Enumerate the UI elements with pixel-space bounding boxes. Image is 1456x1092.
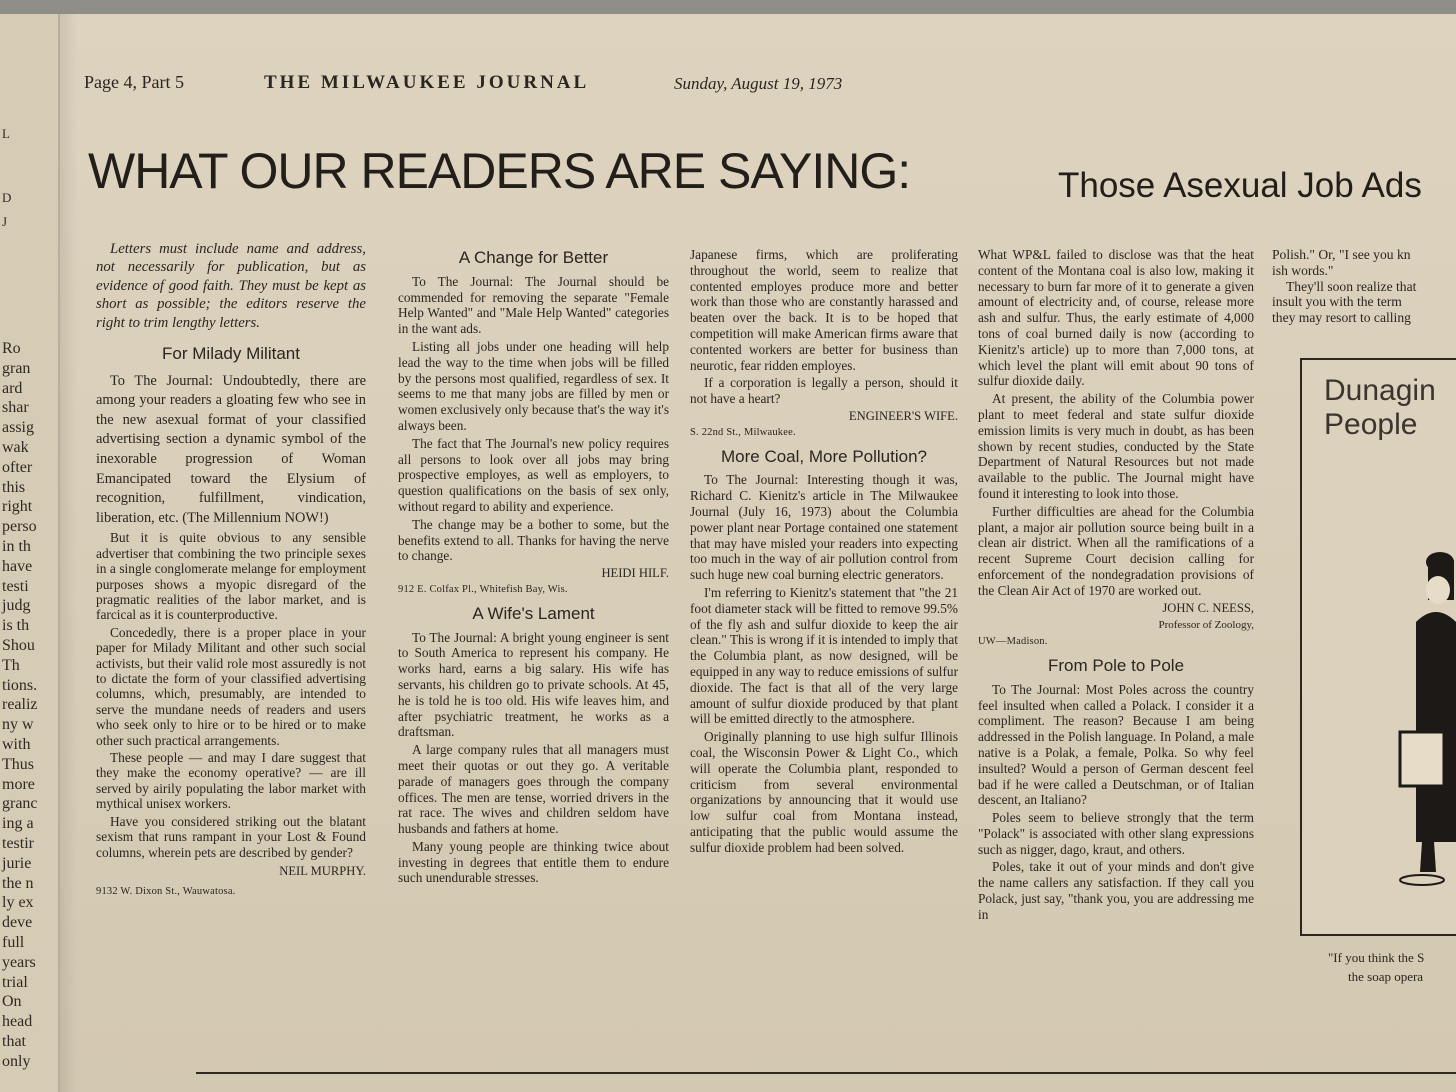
letter-paragraph: These people — and may I dare suggest that they make the economy operative? — are ill served by airily populating the labor market with mythical unisex workers. [96, 750, 366, 812]
bottom-rule [196, 1072, 1456, 1074]
adjacent-page-text-fragment: gran [2, 359, 31, 377]
adjacent-page-text-fragment: assig [2, 419, 34, 437]
adjacent-page-text-fragment: have [2, 557, 33, 575]
letter-paragraph: Originally planning to use high sulfur Illinois coal, the Wisconsin Power & Light Co., which will operate the Columbia plant, responded to criticism from several environmental organizations by announcing that it would use low sulfur coal from Montana instead, anticipating that the public would assume the sulfur dioxide problem had been solved. [690, 729, 958, 855]
adjacent-page-text-fragment: head [2, 1013, 33, 1031]
letter-title: From Pole to Pole [1047, 655, 1185, 675]
adjacent-page-text-fragment: judg [2, 597, 31, 615]
adjacent-page-text-fragment: ly ex [2, 894, 34, 912]
letter-line: Polish." Or, "I see you kn [1272, 247, 1411, 262]
letter-paragraph: What WP&L failed to disclose was that the heat content of the Montana coal is also low, making it necessary to burn far more of it to generate a given amount of electricity and, of course, release more ash and sulfur. Thus, the early estimate of 4,000 tons of coal burned daily is now (according to Kienitz's article) up to more than 7,000 tons, at which level the plant will emit about 90 tons of sulfur dioxide daily. [978, 247, 1254, 389]
letter-line: They'll soon realize that [1286, 278, 1417, 294]
letter-paragraph: To The Journal: Most Poles across the country feel insulted when called a Polack. I consider it a compliment. The reason? Because I am being addressed in the Polish language. In Poland, a male native is a Polak, a female, Polka. So why feel insulted? Would a person of German descent feel bad if he were called a Deutschman, or of Italian descent, an Italiano? [978, 681, 1254, 808]
adjacent-page-text-fragment: ny w [2, 716, 34, 734]
letter-signature: JOHN C. NEESS, [1162, 600, 1254, 615]
letter-paragraph: Poles seem to believe strongly that the term "Polack" is associated with other slang expressions such as nigger, dago, kraut, and others. [978, 810, 1254, 857]
letter-title: For Milady Militant [162, 344, 300, 364]
column-3 [690, 247, 958, 857]
letter-paragraph: But it is quite obvious to any sensible advertiser that combining the two principle sexes in a single conglomerate melange for employment purposes shows a myopic disregard of the pragmatic realities of the labor market, and is farcical as it is counterproductive. [96, 530, 366, 623]
letter-paragraph: To The Journal: A bright young engineer is sent to South America to represent his company. He works hard, earns a big salary. His wife has servants, his children go to private schools. At 45, he is told he is too old. His wife leaves him, and after psychiatric treatment, he works as a draftsman. [398, 629, 669, 740]
adjacent-page-text-fragment: only [2, 1052, 31, 1070]
letter-address: 912 E. Colfax Pl., Whitefish Bay, Wis. [398, 583, 568, 595]
adjacent-page-text-fragment: tions. [2, 676, 38, 694]
adjacent-page-text-fragment: with [2, 736, 31, 753]
letter-paragraph: Further difficulties are ahead for the Columbia plant, a major air pollution source being built in a clean air district. When all the ramifications of a recent Supreme Court decision calling for enforcement of the nondegradation provisions of the Clean Air Act of 1970 are worked out. [978, 503, 1254, 598]
letter-paragraph: Listing all jobs under one heading will help lead the way to the time when jobs will be filled by the persons most qualified, regardless of sex. It seems to me that many jobs are filled by men or women exclusively only because that's the way it's always been. [398, 338, 669, 433]
adjacent-page-text-fragment: deve [2, 914, 33, 932]
letter-line: insult you with the term [1272, 294, 1402, 310]
letter-paragraph: Japanese firms, which are proliferating throughout the world, seem to realize that contented employes produce more and better work than those who are constantly harassed and beaten over the back. It is to be hoped that competition will make American firms aware that contented workers are better for business than neurotic, fear ridden employes. [690, 247, 958, 373]
adjacent-page-text-fragment: Ro [2, 340, 21, 357]
letter-signature: HEIDI HILF. [601, 566, 669, 581]
adjacent-page-text-fragment: is th [2, 617, 30, 635]
letter-address: UW—Madison. [978, 636, 1048, 648]
dateline: Sunday, August 19, 1973 [674, 74, 843, 93]
adjacent-page-text-fragment: ard [2, 379, 23, 397]
adjacent-page-text-fragment: right [2, 498, 33, 516]
letter-line: they may resort to calling [1272, 310, 1411, 326]
caption-line: "If you think the S [1328, 950, 1425, 965]
letter-signature: ENGINEER'S WIFE. [848, 408, 958, 423]
page-fold-shadow [60, 14, 78, 1092]
adjacent-page-text-fragment: wak [2, 439, 29, 456]
letter-paragraph: If a corporation is legally a person, should it not have a heart? [690, 375, 958, 407]
cartoon-caption [1328, 948, 1456, 986]
newspaper-name: THE MILWAUKEE JOURNAL [264, 72, 590, 93]
letter-title: A Wife's Lament [472, 603, 595, 623]
adjacent-page-text-fragment: realiz [2, 696, 38, 714]
letter-paragraph: Poles, take it out of your minds and don't give the name callers any satisfaction. If they call you Polack, just say, "thank you, you are addressing me in [978, 859, 1254, 922]
adjacent-page-text-fragment: Shou [2, 637, 35, 654]
column-1 [96, 240, 366, 909]
section-headline: WHAT OUR READERS ARE SAYING: [88, 143, 911, 199]
adjacent-page-text-fragment: in th [2, 538, 31, 555]
adjacent-page-text-fragment: granc [2, 795, 38, 813]
adjacent-page-text-fragment: ing a [2, 815, 34, 833]
letter-paragraph: The fact that The Journal's new policy requires all persons to look over all jobs may bring prospective employes, as well as employers, to question qualifications on the basis of sex only, without regard to ability and experience. [398, 435, 669, 514]
adjacent-page-text-fragment: D [2, 190, 12, 205]
letter-title: A Change for Better [458, 248, 609, 267]
adjacent-page-text-fragment: Th [2, 656, 20, 674]
letter-signature-title: Professor of Zoology, [1158, 619, 1254, 632]
adjacent-page-text-fragment: perso [2, 518, 37, 536]
adjacent-page-text-fragment: jurie [2, 854, 32, 872]
letter-paragraph: At present, the ability of the Columbia power plant to meet federal and state sulfur dioxide emission limits is very much in doubt, as has been shown by recent studies, conducted by the State Department of Natural Resources but not made available to the public. The Journal might have found it interesting to look into those. [978, 391, 1254, 501]
adjacent-page-text-fragment: On [2, 993, 22, 1011]
caption-line: the soap opera [1348, 969, 1424, 984]
column-5 [1272, 247, 1456, 326]
letter-title: More Coal, More Pollution? [721, 446, 927, 466]
letter-paragraph: To The Journal: The Journal should be commended for removing the separate "Female Help Wanted" and "Male Help Wanted" categories in the want ads. [398, 273, 669, 337]
letter-address: 9132 W. Dixon St., Wauwatosa. [96, 885, 236, 897]
letter-paragraph: Many young people are thinking twice about investing in degrees that entitle them to endure such unendurable stresses. [398, 838, 669, 886]
page-header [84, 72, 924, 102]
adjacent-page-text-fragment: J [2, 214, 8, 229]
letter-paragraph: To The Journal: Undoubtedly, there are among your readers a gloating few who see in the new asexual format of your classified advertising section a dynamic symbol of the inexorable progression of Woman Emancipated toward the Elysium of recognition, fulfillment, vindication, liberation, etc. (The Millennium NOW!) [96, 372, 366, 526]
letter-paragraph: To The Journal: Interesting though it was, Richard C. Kienitz's article in The Milwaukee Journal (July 16, 1973) about the Columbia power plant near Portage contained one statement that may have misled your readers into expecting too much in the way of air pollution control from such huge new coal burning electric generators. [690, 472, 958, 583]
adjacent-page-text-fragment: this [2, 478, 26, 496]
adjacent-page-text-fragment: the n [2, 874, 34, 892]
adjacent-page-text-fragment: ofter [2, 458, 33, 476]
adjacent-page-text-fragment: that [2, 1033, 26, 1050]
cartoon-title: Dunagin People [1324, 374, 1436, 441]
adjacent-page-text-fragment: more [2, 775, 35, 793]
adjacent-page-fragment [0, 14, 60, 1092]
letter-line: ish words." [1272, 262, 1334, 278]
adjacent-page-text-fragment: years [2, 953, 36, 971]
section-subhead: Those Asexual Job Ads [1058, 166, 1422, 205]
adjacent-page-text-fragment: testir [2, 835, 34, 852]
letter-paragraph: A large company rules that all managers must meet their quotas or out they go. A veritable parade of managers goes through the company offices. The men are tense, worried drivers in the rat race. The wives and children seldom have husbands and fathers at home. [398, 742, 669, 837]
adjacent-page-text-fragment: trial [2, 973, 28, 991]
adjacent-page-text-fragment: Thus [2, 755, 34, 773]
column-4 [978, 247, 1254, 925]
page-number: Page 4, Part 5 [84, 72, 184, 92]
letter-paragraph: I'm referring to Kienitz's statement that "the 21 foot diameter stack will be fitted to remove 99.5% of the fly ash and sulfur dioxide to keep the air clean." This is wrong if it is intended to imply that the Columbia plant, as now designed, will be equipped in any way to reduce emissions of sulfur dioxide. The fact is that all of the very large amount of sulfur dioxide produced by that plant will be emitted directly to the atmosphere. [690, 584, 958, 727]
letter-paragraph: The change may be a bother to some, but the benefits extend to all. Thanks for having the nerve to change. [398, 516, 669, 564]
letter-address: S. 22nd St., Milwaukee. [690, 426, 796, 438]
letter-paragraph: Concededly, there is a proper place in your paper for Milady Militant and other such social activists, but their valid role most assuredly is not to dictate the form of your classified advertising columns, which, presumably, are intended to serve the mundane needs of readers and users who seek only to hire or to be hired or to make other such practical arrangements. [96, 624, 366, 748]
adjacent-page-text-fragment: full [2, 934, 25, 951]
cartoon-figure-icon [1396, 542, 1456, 902]
letter-signature: NEIL MURPHY. [279, 863, 366, 878]
newspaper-page [0, 14, 1456, 1092]
adjacent-page-text-fragment: L [2, 126, 10, 141]
editor-note: Letters must include name and address, not necessarily for publication, but as evidence of good faith. They must be kept as short as possible; the editors reserve the right to trim lengthy letters. [96, 241, 366, 331]
column-2 [398, 244, 669, 888]
letter-paragraph: Have you considered striking out the blatant sexism that runs rampant in your Lost & Found columns, wherein pets are described by gender? [96, 813, 366, 860]
adjacent-page-text-fragment: testi [2, 577, 29, 595]
adjacent-page-text-fragment: shar [2, 399, 29, 417]
